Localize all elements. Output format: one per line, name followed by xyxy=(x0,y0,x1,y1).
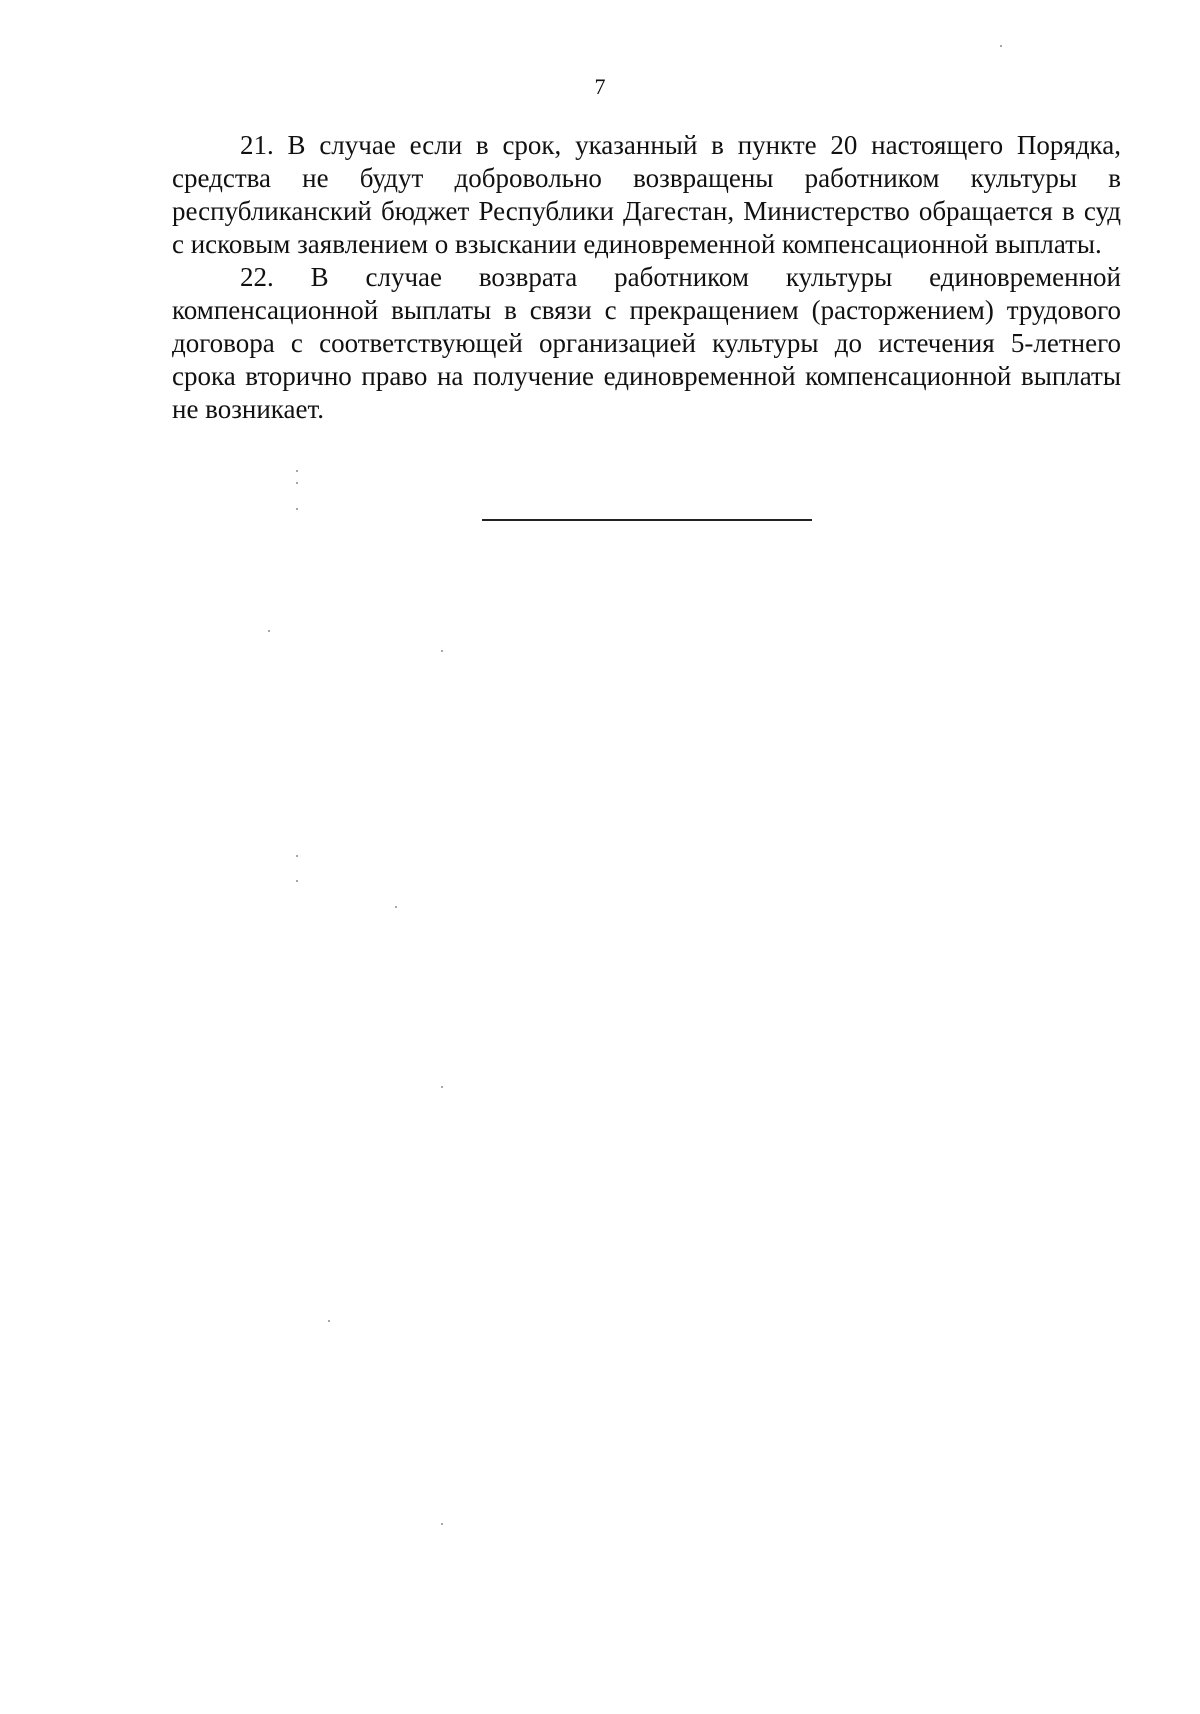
scan-speck xyxy=(441,650,443,652)
paragraph-22 xyxy=(172,261,1121,426)
scan-speck xyxy=(441,1523,443,1525)
paragraph-number: 21. xyxy=(240,130,274,160)
scan-speck xyxy=(296,855,298,857)
paragraph-text: В случае возврата работником культуры единовременной компенсационной выплаты в связи с прекращением (расторжением) трудового договора с соответствующей организацией культуры до истечения 5-летнего срока вторично право на получение единовременной компенсационной выплаты не возникает. xyxy=(172,262,1122,424)
paragraph-21 xyxy=(172,129,1121,261)
scan-speck xyxy=(328,1320,330,1322)
paragraph-number: 22. xyxy=(240,262,274,292)
scan-speck xyxy=(296,470,298,472)
end-of-document-rule xyxy=(482,519,812,521)
scan-speck xyxy=(441,1086,443,1088)
scan-speck xyxy=(1000,45,1002,47)
document-body xyxy=(172,129,1121,426)
scan-speck xyxy=(268,630,270,632)
page-number: 7 xyxy=(594,74,606,99)
paragraph-text: В случае если в срок, указанный в пункте 20 настоящего Порядка, средства не будут добровольно возвращены работником культуры в республиканский бюджет Республики Дагестан, Министерство обращается в суд с исковым заявлением о взыскании единовременной компенсационной выплаты. xyxy=(172,130,1121,259)
scan-speck xyxy=(296,880,298,882)
scan-speck xyxy=(296,482,298,484)
scan-speck xyxy=(296,508,298,510)
scan-speck xyxy=(395,906,397,908)
